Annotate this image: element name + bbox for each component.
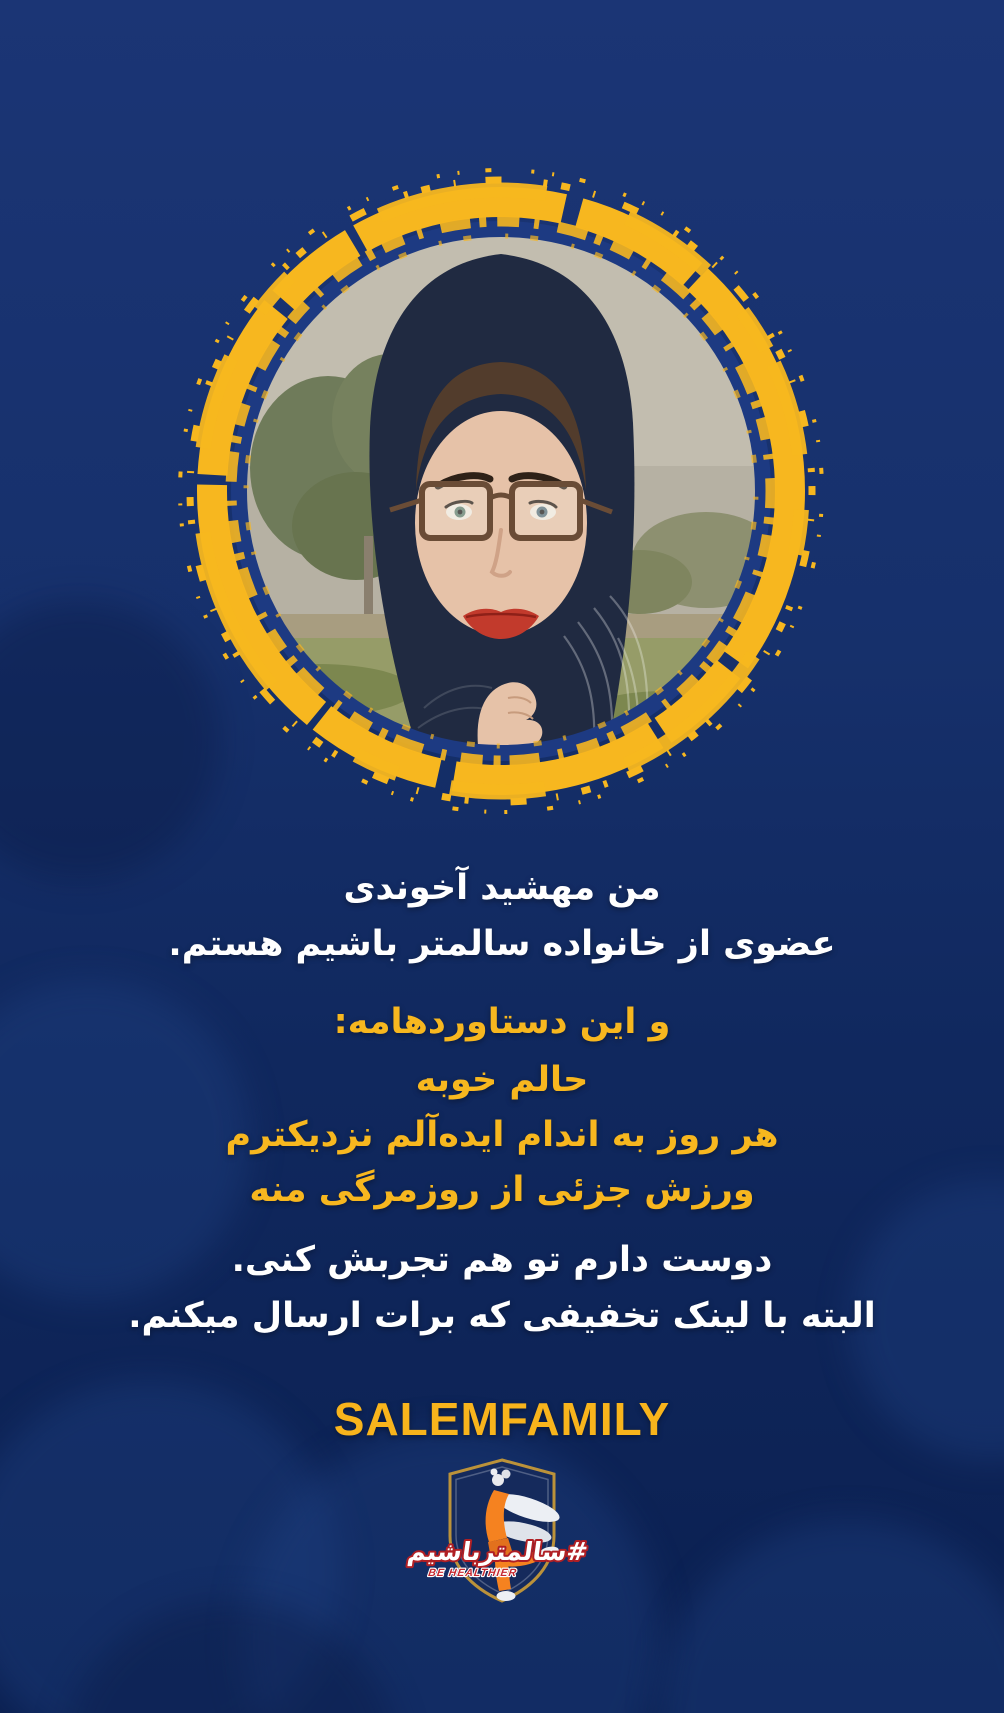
achievement-item: ورزش جزئی از روزمرگی منه [249, 1170, 755, 1210]
cta-line-2: البته با لینک تخفیفی که برات ارسال میکنم. [128, 1296, 876, 1336]
intro-line-2: عضوی از خانواده سالمتر باشیم هستم. [168, 924, 836, 964]
bokeh-circle [660, 1520, 1004, 1713]
profile-photo-frame [178, 168, 824, 814]
logo-hashtag-text: #سالمترباشیم [405, 1537, 590, 1566]
promo-code: SALEMFAMILY [333, 1393, 671, 1445]
brand-logo [390, 1450, 614, 1610]
achievement-item: حالم خوبه [415, 1060, 589, 1100]
achievements-heading: و این دستاوردهامه: [333, 1002, 671, 1042]
profile-photo [178, 168, 824, 814]
logo-tagline-text: BE HEALTHIER [427, 1567, 518, 1579]
bokeh-circle [60, 1600, 400, 1713]
achievement-item: هر روز به اندام ایده‌آلم نزدیکترم [225, 1115, 779, 1155]
intro-line-1: من مهشید آخوندی [343, 868, 661, 908]
cta-line-1: دوست دارم تو هم تجربش کنی. [231, 1240, 773, 1280]
brand-logo-shield [390, 1450, 614, 1610]
